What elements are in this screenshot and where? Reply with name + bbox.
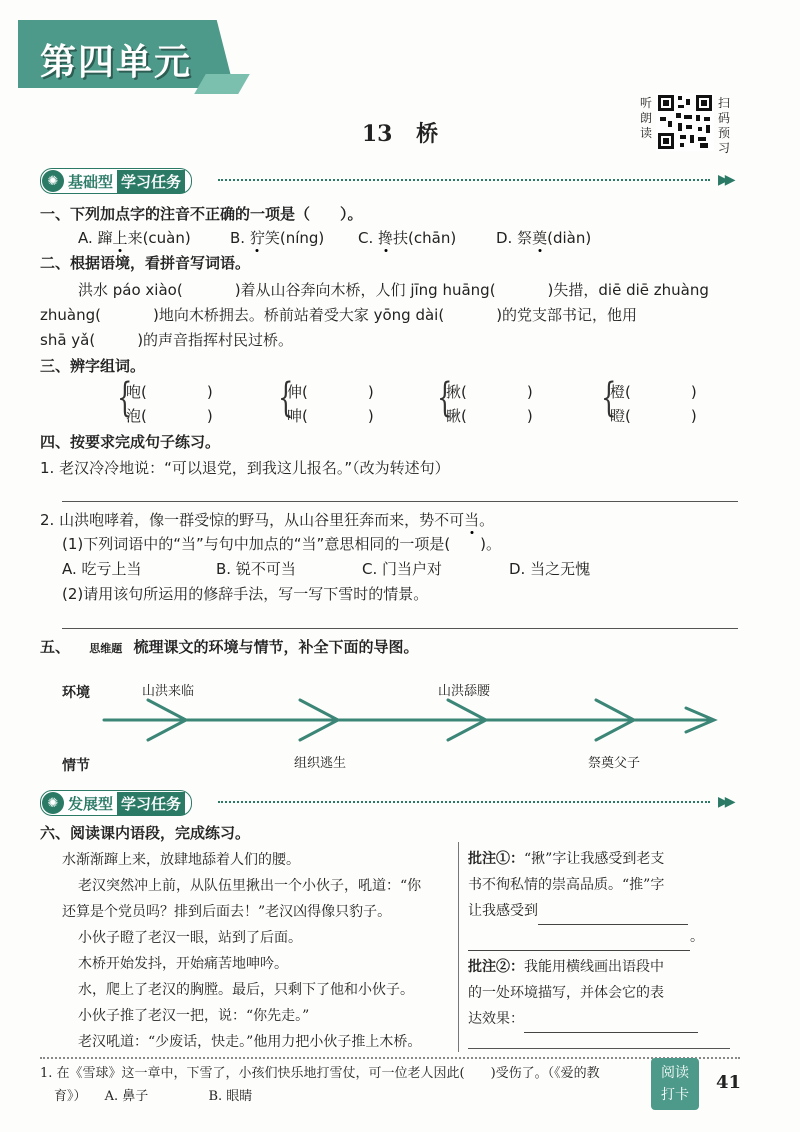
dotted-divider bbox=[218, 179, 710, 181]
card-line-2: 打卡 bbox=[661, 1087, 689, 1103]
note-1-line-2: 书不徇私情的崇高品质。“推”字 bbox=[468, 877, 665, 893]
q2-l1c: )失措，diē diē zhuàng bbox=[547, 281, 709, 299]
footer-l2a: 育》） bbox=[54, 1089, 87, 1104]
note-1-blank[interactable] bbox=[538, 898, 688, 925]
q3-stem: 三、辨字组词。 bbox=[40, 357, 146, 375]
passage-line-7: 小伙子推了老汉一把，说：“你先走。” bbox=[78, 1008, 310, 1024]
q6-stem: 六、阅读课内语段，完成练习。 bbox=[40, 824, 251, 842]
brace-icon: { bbox=[437, 375, 453, 421]
q2-line-3 bbox=[40, 329, 293, 351]
word-item: 橙( ) bbox=[610, 383, 697, 401]
section-basic-header bbox=[40, 168, 740, 192]
q1-option-d[interactable]: D. 祭奠(diàn) bbox=[496, 229, 592, 247]
q2-stem: 二、根据语境，看拼音写词语。 bbox=[40, 254, 251, 272]
note-2-c: 达效果： bbox=[468, 1011, 524, 1027]
note-1-c: 让我感受到 bbox=[468, 903, 538, 919]
brace-icon: { bbox=[117, 375, 133, 421]
note-1-end: 。 bbox=[690, 929, 704, 945]
plot-item-2: 祭奠父子 bbox=[588, 756, 641, 771]
q4-stem: 四、按要求完成句子练习。 bbox=[40, 433, 221, 451]
note-2-title: 批注②： bbox=[468, 959, 524, 975]
note-1-line-3 bbox=[468, 898, 688, 925]
passage-line-5: 木桥开始发抖，开始痛苦地呻吟。 bbox=[78, 956, 288, 972]
note-2-blank[interactable] bbox=[524, 1006, 698, 1033]
lesson-name: 桥 bbox=[416, 121, 439, 147]
section-label: 学习任务 bbox=[117, 792, 185, 815]
note-2-line-1 bbox=[468, 954, 664, 980]
qr-caption-right: 扫码预习 bbox=[718, 96, 731, 155]
q2-line-2 bbox=[40, 304, 637, 326]
banner-curl-decoration bbox=[194, 74, 250, 94]
q4-sentence-1: 1. 老汉冷冷地说：“可以退党，到我这儿报名。”（改为转述句） bbox=[40, 459, 450, 477]
note-2-blank-2[interactable] bbox=[468, 1048, 730, 1049]
note-2-a: 我能用横线画出语段中 bbox=[524, 959, 664, 975]
passage-line-4: 小伙子瞪了老汉一眼，站到了后面。 bbox=[78, 930, 302, 946]
env-item-2: 山洪舔腰 bbox=[438, 684, 491, 699]
word-group-1[interactable] bbox=[117, 375, 213, 428]
env-item-1: 山洪来临 bbox=[142, 684, 195, 699]
note-1-line-1 bbox=[468, 846, 664, 872]
q1-option-c[interactable]: C. 搀扶(chān) bbox=[358, 229, 457, 247]
dotted-divider bbox=[218, 801, 710, 803]
section-type: 发展型 bbox=[68, 794, 114, 813]
note-1-title: 批注①： bbox=[468, 851, 524, 867]
reading-checkin-card[interactable] bbox=[651, 1058, 699, 1110]
brace-icon: { bbox=[601, 375, 617, 421]
q4-sentence-2: 2. 山洪咆哮着，像一群受惊的野马，从山谷里狂奔而来，势不可当。 bbox=[40, 511, 495, 529]
word-item: 瞅( ) bbox=[446, 407, 533, 425]
note-2-line-3 bbox=[468, 1006, 698, 1033]
qr-caption-left: 听朗读 bbox=[640, 96, 653, 140]
q2-l1b: )着从山谷奔向木桥，人们 jīng huāng( bbox=[234, 281, 496, 299]
double-arrow-icon: ▶▶ bbox=[718, 172, 732, 188]
footer-question-cont bbox=[54, 1086, 252, 1108]
passage-line-8: 老汉吼道：“少废话，快走。”他用力把小伙子推上木桥。 bbox=[78, 1034, 422, 1050]
footer-opt-b[interactable]: B. 眼睛 bbox=[208, 1089, 253, 1104]
q2-l3a: shā yǎ( bbox=[40, 331, 96, 349]
q2-l2b: )地向木桥拥去。桥前站着受大家 yōng dài( bbox=[152, 306, 445, 324]
q5-tag: 思维题 bbox=[89, 642, 123, 655]
q5-stem-text: 梳理课文的环境与情节，补全下面的导图。 bbox=[133, 638, 419, 656]
double-arrow-icon: ▶▶ bbox=[718, 794, 732, 810]
mindmap-plot-label: 情节 bbox=[62, 758, 90, 774]
q4-opt-a[interactable]: A. 吃亏上当 bbox=[62, 560, 142, 578]
word-group-2[interactable] bbox=[278, 375, 374, 428]
q1-option-a[interactable]: A. 蹿上来(cuàn) bbox=[78, 229, 191, 247]
section-dev-header bbox=[40, 790, 740, 814]
section-label: 学习任务 bbox=[117, 170, 185, 193]
footer-opt-a[interactable]: A. 鼻子 bbox=[104, 1089, 149, 1104]
word-item: 伸( ) bbox=[287, 383, 374, 401]
note-2-line-2: 的一处环境描写，并体会它的表 bbox=[468, 985, 664, 1001]
q2-l3b: )的声音指挥村民过桥。 bbox=[137, 331, 294, 349]
q1-option-b[interactable]: B. 狞笑(níng) bbox=[230, 229, 325, 247]
card-line-1: 阅读 bbox=[661, 1065, 689, 1081]
q2-l2c: )的党支部书记，他用 bbox=[496, 306, 638, 324]
lesson-number: 13 bbox=[361, 121, 393, 147]
lightbulb-icon: ✺ bbox=[42, 170, 64, 192]
q5-stem bbox=[40, 636, 419, 660]
word-group-4[interactable] bbox=[601, 375, 697, 428]
plot-item-1: 组织逃生 bbox=[294, 756, 347, 771]
passage-line-3: 还算是个党员吗？排到后面去！”老汉凶得像只豹子。 bbox=[62, 904, 392, 920]
footer-question: 1. 在《雪球》这一章中，下雪了，小孩们快乐地打雪仗，可一位老人因此( )受伤了。（《爱的教 bbox=[40, 1066, 600, 1081]
note-1-line-4 bbox=[468, 924, 704, 951]
mindmap-env-label: 环境 bbox=[62, 685, 90, 701]
page-number: 41 bbox=[716, 1072, 742, 1093]
word-item: 咆( ) bbox=[126, 383, 213, 401]
brace-icon: { bbox=[278, 375, 294, 421]
word-item: 揪( ) bbox=[446, 383, 533, 401]
qr-code-icon[interactable] bbox=[656, 93, 714, 151]
passage-line-2: 老汉突然冲上前，从队伍里揪出一个小伙子，吼道：“你 bbox=[78, 878, 422, 894]
mindmap-arrow bbox=[100, 694, 730, 754]
q4-sub-1: (1)下列词语中的“当”与句中加点的“当”意思相同的一项是( )。 bbox=[62, 535, 502, 553]
footer-divider bbox=[40, 1057, 740, 1059]
word-item: 呻( ) bbox=[287, 407, 374, 425]
q2-l2a: zhuàng( bbox=[40, 306, 101, 324]
note-1-a: “揪”字让我感受到老支 bbox=[524, 851, 665, 867]
answer-line-2[interactable] bbox=[62, 628, 738, 629]
q5-num: 五、 bbox=[40, 638, 71, 656]
q1-stem: 一、下列加点字的注音不正确的一项是（ ）。 bbox=[40, 205, 363, 223]
q4-opt-b[interactable]: B. 锐不可当 bbox=[216, 560, 296, 578]
q4-sub-2: (2)请用该句所运用的修辞手法，写一写下雪时的情景。 bbox=[62, 585, 429, 603]
passage-line-6: 水，爬上了老汉的胸膛。最后，只剩下了他和小伙子。 bbox=[78, 982, 414, 998]
lightbulb-icon: ✺ bbox=[42, 792, 64, 814]
q2-l1a: 洪水 páo xiào( bbox=[78, 281, 183, 299]
word-item: 瞪( ) bbox=[610, 407, 697, 425]
note-1-blank-2[interactable] bbox=[468, 924, 690, 951]
word-item: 泡( ) bbox=[126, 407, 213, 425]
unit-title: 第四单元 bbox=[40, 42, 193, 83]
answer-line-1[interactable] bbox=[62, 501, 738, 502]
q4-opt-d[interactable]: D. 当之无愧 bbox=[509, 560, 591, 578]
q2-line-1 bbox=[78, 279, 709, 301]
word-group-3[interactable] bbox=[437, 375, 533, 428]
q4-opt-c[interactable]: C. 门当户对 bbox=[362, 560, 443, 578]
section-type: 基础型 bbox=[68, 172, 114, 191]
passage-line-1: 水渐渐蹿上来，放肆地舔着人们的腰。 bbox=[62, 852, 300, 868]
